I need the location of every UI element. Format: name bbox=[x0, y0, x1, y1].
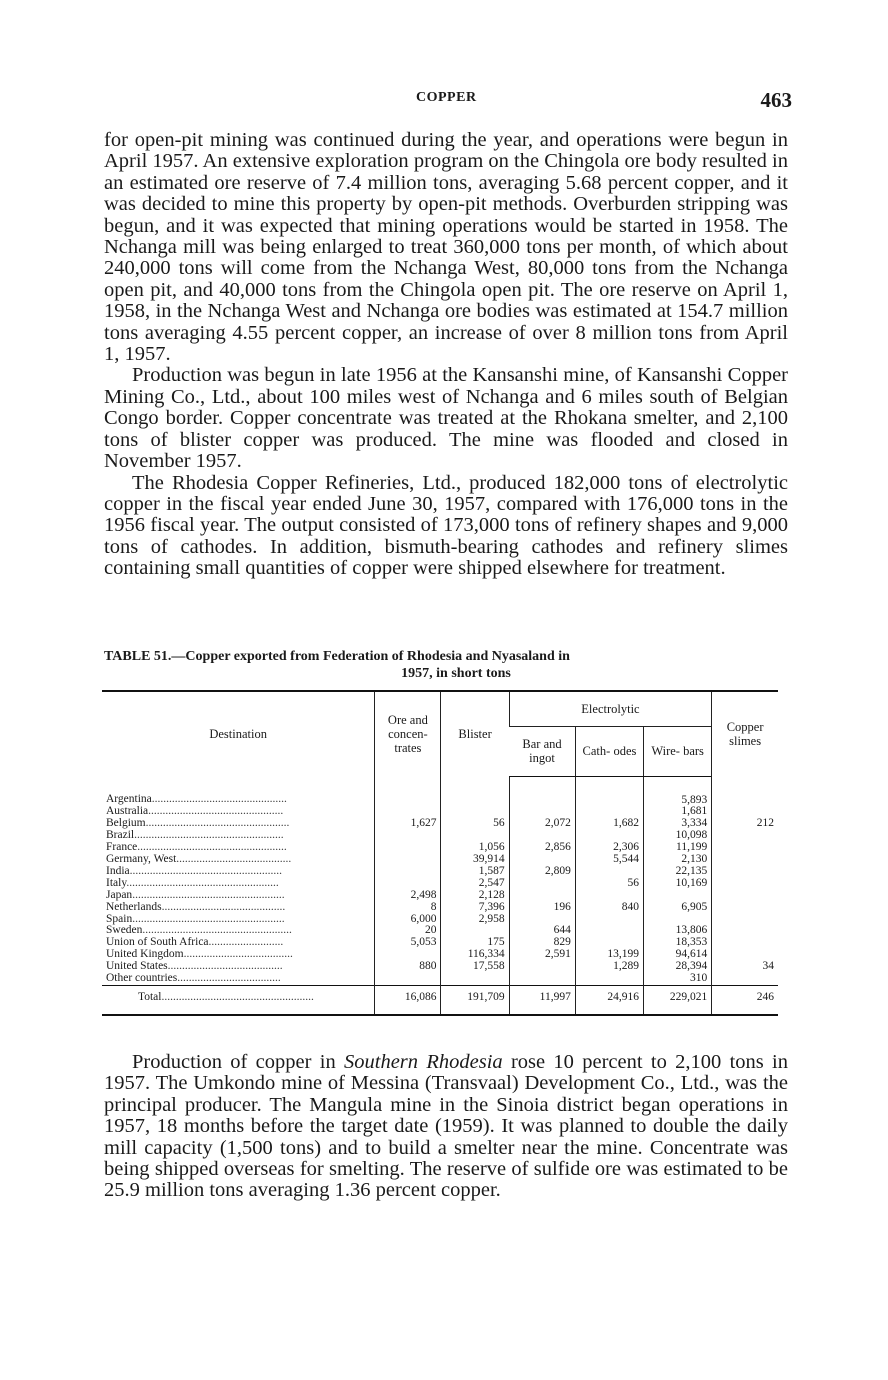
bar-cell: 2,591 bbox=[509, 949, 575, 961]
cathodes-cell: 56 bbox=[575, 878, 643, 890]
slimes-cell bbox=[712, 937, 778, 949]
wirebars-cell: 94,614 bbox=[644, 949, 712, 961]
slimes-cell bbox=[712, 902, 778, 914]
paragraph-kansanshi: Production was begun in late 1956 at the Kansanshi mine, of Kansanshi Copper Mining Co., Ltd., about 100 miles west of Nchanga and 6 miles south of Belgian Congo border. Copper concentrate was treated at the Rhokana smelter, and 2,100 tons of blister copper was produced. The mine was flooded and closed in November 1957. bbox=[104, 364, 788, 473]
destination-cell: Sweden.................................................... bbox=[106, 925, 292, 937]
bar-cell bbox=[509, 890, 575, 902]
ore-cell bbox=[375, 854, 441, 866]
table-body bbox=[102, 776, 778, 1015]
table-row bbox=[102, 902, 778, 914]
ore-cell: 2,498 bbox=[375, 890, 441, 902]
destination-cell: Japan..................................................... bbox=[106, 889, 285, 901]
leader-dots: .................................................... bbox=[134, 830, 284, 842]
blister-cell bbox=[441, 776, 509, 806]
header-wirebars: Wire- bars bbox=[644, 727, 712, 777]
leader-dots: ..................................................... bbox=[129, 865, 283, 877]
ore-cell bbox=[375, 776, 441, 806]
closing-lead: Production of copper in bbox=[132, 1051, 345, 1073]
page-number: 463 bbox=[760, 88, 792, 112]
cathodes-cell: 13,199 bbox=[575, 949, 643, 961]
cathodes-cell: 24,916 bbox=[575, 986, 643, 1015]
running-head: COPPER bbox=[416, 90, 477, 105]
bar-cell: 196 bbox=[509, 902, 575, 914]
ore-cell bbox=[375, 878, 441, 890]
ore-cell: 20 bbox=[375, 925, 441, 937]
paragraph-southern-rhodesia bbox=[104, 1052, 788, 1202]
slimes-cell bbox=[712, 866, 778, 878]
wirebars-cell: 1,681 bbox=[644, 806, 712, 818]
wirebars-cell: 11,199 bbox=[644, 842, 712, 854]
blister-cell: 2,547 bbox=[441, 878, 509, 890]
destination-cell: United States........................................ bbox=[106, 961, 283, 973]
header-electrolytic: Electrolytic bbox=[509, 691, 712, 727]
slimes-cell bbox=[712, 854, 778, 866]
table-caption-line-2: 1957, in short tons bbox=[401, 666, 511, 681]
blister-cell: 17,558 bbox=[441, 961, 509, 973]
leader-dots: ........................................ bbox=[167, 961, 283, 973]
blister-cell: 39,914 bbox=[441, 854, 509, 866]
slimes-cell: 34 bbox=[712, 961, 778, 973]
header-slimes: Copper slimes bbox=[712, 691, 778, 776]
cathodes-cell bbox=[575, 890, 643, 902]
leader-dots: .......................... bbox=[208, 937, 284, 949]
destination-cell: Brazil.................................................... bbox=[106, 830, 284, 842]
bar-cell: 11,997 bbox=[509, 986, 575, 1015]
wirebars-cell: 229,021 bbox=[644, 986, 712, 1015]
bar-cell: 829 bbox=[509, 937, 575, 949]
table-row bbox=[102, 806, 778, 818]
destination-cell: Other countries.................................... bbox=[106, 973, 281, 985]
wirebars-cell: 22,135 bbox=[644, 866, 712, 878]
destination-cell: India..................................................... bbox=[106, 865, 283, 877]
wirebars-cell: 10,169 bbox=[644, 878, 712, 890]
wirebars-cell: 18,353 bbox=[644, 937, 712, 949]
blister-cell bbox=[441, 973, 509, 985]
wirebars-cell: 310 bbox=[644, 973, 712, 985]
cathodes-cell: 1,289 bbox=[575, 961, 643, 973]
slimes-cell bbox=[712, 842, 778, 854]
cathodes-cell bbox=[575, 925, 643, 937]
slimes-cell bbox=[712, 973, 778, 985]
body-text-upper bbox=[104, 130, 788, 580]
wirebars-cell bbox=[644, 890, 712, 902]
cathodes-cell: 5,544 bbox=[575, 854, 643, 866]
leader-dots: ............................................... bbox=[148, 806, 284, 818]
destination-cell: Italy..................................................... bbox=[106, 877, 279, 889]
wirebars-cell: 13,806 bbox=[644, 925, 712, 937]
destination-cell: United Kingdom...................................... bbox=[106, 949, 293, 961]
leader-dots: ........................................... bbox=[161, 901, 286, 913]
table-total-row bbox=[102, 986, 778, 1015]
leader-dots: ........................................ bbox=[176, 854, 292, 866]
wirebars-cell: 28,394 bbox=[644, 961, 712, 973]
bar-cell bbox=[509, 878, 575, 890]
destination-cell: Australia............................................... bbox=[106, 806, 284, 818]
table-row bbox=[102, 842, 778, 854]
ore-cell bbox=[375, 842, 441, 854]
slimes-cell: 212 bbox=[712, 818, 778, 830]
slimes-cell bbox=[712, 925, 778, 937]
leader-dots: .................................................... bbox=[142, 925, 292, 937]
destination-cell: Belgium.................................................. bbox=[106, 818, 290, 830]
table-caption-line-1: TABLE 51.—Copper exported from Federation of Rhodesia and Nyasaland in bbox=[104, 649, 570, 664]
blister-cell: 1,056 bbox=[441, 842, 509, 854]
paragraph-refineries: The Rhodesia Copper Refineries, Ltd., produced 182,000 tons of electrolytic copper in the fiscal year ended June 30, 1957, compared with 176,000 tons in the 1956 fiscal year. The output consisted of 173,000 tons of refinery shapes and 9,000 tons of cathodes. In addition, bismuth-bearing cathodes and refinery slimes containing small quantities of copper were shipped elsewhere for treatment. bbox=[104, 471, 788, 580]
table-caption bbox=[104, 648, 788, 682]
blister-cell: 191,709 bbox=[441, 986, 509, 1015]
ore-cell: 8 bbox=[375, 902, 441, 914]
wirebars-cell: 6,905 bbox=[644, 902, 712, 914]
bar-cell bbox=[509, 973, 575, 985]
bar-cell: 644 bbox=[509, 925, 575, 937]
destination-cell: Argentina............................................... bbox=[106, 793, 287, 805]
leader-dots: ............................................... bbox=[151, 793, 287, 805]
paragraph-continued: for open-pit mining was continued during the year, and operations were begun in April 1957. An extensive exploration program on the Chingola ore body resulted in an estimated ore reserve of 7.4 million tons, averaging 5.68 percent copper, and it was decided to mine this property by open-pit methods. Overburden stripping was begun, and it was expected that mining operations would be started in 1958. The Nchanga mill was being enlarged to treat 360,000 tons per month, of which about 240,000 tons will come from the Nchanga West, 80,000 tons from the Nchanga open pit, and 40,000 tons from the Chingola open pit. The ore reserve on April 1, 1958, in the Nchanga West and Nchanga ore bodies was estimated at 154.7 million tons averaging 4.55 percent copper, an increase of over 8 million tons from April 1, 1957. bbox=[104, 129, 788, 366]
ore-cell bbox=[375, 866, 441, 878]
blister-cell: 2,958 bbox=[441, 914, 509, 926]
blister-cell: 1,587 bbox=[441, 866, 509, 878]
bar-cell: 2,809 bbox=[509, 866, 575, 878]
destination-cell: Germany, West........................................ bbox=[106, 854, 292, 866]
page-header bbox=[104, 88, 792, 118]
closing-rest: rose 10 percent to 2,100 tons in 1957. The Umkondo mine of Messina (Transvaal) Development Co., Ltd., was the principal producer. The Mangula mine in the Sinoia district began operations in 1957, 18 months before the target date (1959). It was planned to double the daily mill capacity (1,500 tons) and to build a smelter near the mine. Concentrate was being shipped overseas for smelting. The reserve of sulfide ore was estimated to be 25.9 million tons averaging 1.36 percent copper. bbox=[104, 1051, 788, 1202]
bar-cell: 2,072 bbox=[509, 818, 575, 830]
header-cathodes: Cath- odes bbox=[575, 727, 643, 777]
leader-dots: ..................................................... bbox=[161, 991, 314, 1003]
leader-dots: .................................................. bbox=[145, 818, 290, 830]
table-row bbox=[102, 776, 778, 806]
cathodes-cell: 840 bbox=[575, 902, 643, 914]
blister-cell: 175 bbox=[441, 937, 509, 949]
slimes-cell bbox=[712, 878, 778, 890]
body-text-lower bbox=[104, 1052, 788, 1202]
ore-cell: 880 bbox=[375, 961, 441, 973]
blister-cell: 56 bbox=[441, 818, 509, 830]
cathodes-cell: 1,682 bbox=[575, 818, 643, 830]
leader-dots: ..................................................... bbox=[132, 889, 285, 901]
blister-cell: 7,396 bbox=[441, 902, 509, 914]
table-row bbox=[102, 961, 778, 973]
table-row bbox=[102, 973, 778, 985]
destination-cell: France.................................................... bbox=[106, 842, 287, 854]
slimes-cell bbox=[712, 914, 778, 926]
bar-cell bbox=[509, 961, 575, 973]
header-ore: Ore and concen- trates bbox=[375, 691, 441, 776]
cathodes-cell bbox=[575, 973, 643, 985]
bar-cell bbox=[509, 776, 575, 806]
ore-cell: 16,086 bbox=[375, 986, 441, 1015]
table-row bbox=[102, 890, 778, 902]
destination-cell: Netherlands........................................... bbox=[106, 901, 286, 913]
destination-cell: Total..................................................... bbox=[102, 986, 375, 1015]
destination-cell: Union of South Africa.......................... bbox=[106, 937, 284, 949]
wirebars-cell: 5,893 bbox=[644, 776, 712, 806]
slimes-cell bbox=[712, 890, 778, 902]
copper-exports-table bbox=[102, 690, 778, 1016]
header-blister: Blister bbox=[441, 691, 509, 776]
wirebars-cell: 10,098 bbox=[644, 830, 712, 842]
closing-italic: Southern Rhodesia bbox=[344, 1051, 503, 1073]
slimes-cell bbox=[712, 830, 778, 842]
header-destination: Destination bbox=[102, 691, 375, 776]
wirebars-cell: 2,130 bbox=[644, 854, 712, 866]
blister-cell: 116,334 bbox=[441, 949, 509, 961]
cathodes-cell: 2,306 bbox=[575, 842, 643, 854]
wirebars-cell: 3,334 bbox=[644, 818, 712, 830]
leader-dots: .................................... bbox=[177, 973, 281, 985]
ore-cell: 5,053 bbox=[375, 937, 441, 949]
destination-cell: Spain..................................................... bbox=[106, 913, 285, 925]
leader-dots: ...................................... bbox=[183, 949, 293, 961]
ore-cell bbox=[375, 830, 441, 842]
bar-cell: 2,856 bbox=[509, 842, 575, 854]
ore-cell bbox=[375, 973, 441, 985]
leader-dots: ..................................................... bbox=[126, 877, 279, 889]
slimes-cell bbox=[712, 776, 778, 806]
leader-dots: .................................................... bbox=[137, 842, 287, 854]
header-bar: Bar and ingot bbox=[509, 727, 575, 777]
cathodes-cell bbox=[575, 776, 643, 806]
slimes-cell: 246 bbox=[712, 986, 778, 1015]
ore-cell: 6,000 bbox=[375, 914, 441, 926]
leader-dots: ..................................................... bbox=[132, 913, 285, 925]
table-row bbox=[102, 878, 778, 890]
blister-cell: 2,128 bbox=[441, 890, 509, 902]
cathodes-cell bbox=[575, 914, 643, 926]
ore-cell: 1,627 bbox=[375, 818, 441, 830]
